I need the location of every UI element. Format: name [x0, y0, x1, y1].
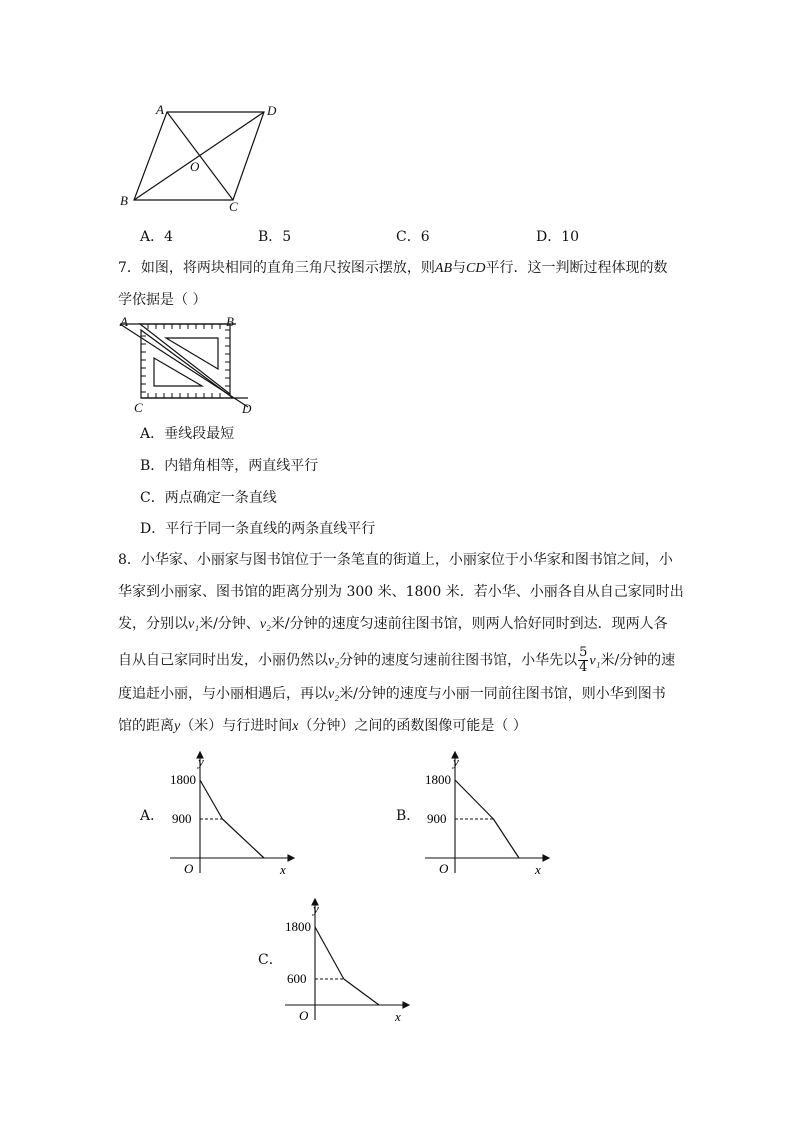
- q7-option-a[interactable]: A．垂线段最短: [140, 426, 235, 442]
- q8-stem-line-1: 8．小华家、小丽家与图书馆位于一条笔直的街道上，小丽家位于小华家和图书馆之间，小: [118, 552, 673, 568]
- x-axis-arrow-icon: [288, 855, 294, 861]
- graph-segment: [200, 780, 222, 819]
- vertex-label-c: C: [134, 400, 143, 415]
- q7-option-d[interactable]: D．平行于同一条直线的两条直线平行: [140, 521, 376, 537]
- q8-option-c-label[interactable]: C．: [258, 952, 283, 968]
- x-axis-label: x: [395, 1009, 401, 1024]
- vertex-label-b: B: [120, 193, 128, 208]
- y-tick-label-top: 1800: [285, 919, 311, 934]
- q7-option-c[interactable]: C．两点确定一条直线: [140, 490, 277, 506]
- graph-segment: [455, 780, 493, 819]
- graph-series: [200, 780, 264, 858]
- origin-label: O: [299, 1008, 309, 1023]
- x-axis-arrow-icon: [403, 1002, 409, 1008]
- graph-segment: [315, 927, 344, 979]
- graph-series: [455, 780, 519, 858]
- x-axis-arrow-icon: [543, 855, 549, 861]
- y-axis-label: y: [453, 754, 459, 769]
- q8-graph-a[interactable]: [170, 748, 300, 878]
- q8-stem-line-6: 馆的距离y（米）与行进时间x（分钟）之间的函数图像可能是（ ）: [118, 718, 527, 734]
- q8-stem-line-2: 华家到小丽家、图书馆的距离分别为 300 米、1800 米．若小华、小丽各自从自己家同时出: [118, 584, 684, 600]
- vertex-label-d: D: [267, 103, 277, 118]
- y-tick-label-mid: 600: [287, 971, 307, 986]
- lower-triangle-outer: [141, 330, 233, 398]
- q6-option-c[interactable]: C．6: [396, 229, 430, 245]
- q8-graph-b[interactable]: [425, 748, 555, 878]
- q6-option-d[interactable]: D．10: [536, 229, 580, 245]
- y-axis-label: y: [198, 754, 204, 769]
- q7-option-b[interactable]: B．内错角相等，两直线平行: [140, 458, 319, 474]
- q8-graph-c[interactable]: [285, 895, 415, 1025]
- y-tick-label-top: 1800: [425, 772, 451, 787]
- origin-label: O: [184, 861, 194, 876]
- q8-stem-line-3: 发，分别以v₁米/分钟、v₂米/分钟的速度匀速前往图书馆，则两人恰好同时到达．现两人各: [118, 616, 668, 632]
- vertex-label-c: C: [229, 199, 238, 212]
- x-axis-label: x: [535, 862, 541, 877]
- fraction-five-fourths: $\frac{5}{4}$: [579, 645, 588, 675]
- q7-stem-line-2: 学依据是（ ）: [118, 292, 207, 308]
- q6-option-b[interactable]: B．5: [258, 229, 292, 245]
- y-tick-label-mid: 900: [427, 811, 447, 826]
- graph-series: [315, 927, 379, 1005]
- y-axis-label: y: [313, 901, 319, 916]
- y-tick-label-top: 1800: [170, 772, 196, 787]
- graph-segment: [493, 819, 519, 858]
- origin-label: O: [439, 861, 449, 876]
- graph-segment: [344, 979, 379, 1005]
- q8-option-a-label[interactable]: A．: [140, 808, 165, 824]
- vertex-label-a: A: [120, 314, 128, 329]
- diagonal-bd: [134, 112, 264, 200]
- q7-stem-line-1: 7．如图，将两块相同的直角三角尺按图示摆放，则AB与CD平行．这一判断过程体现的数: [118, 260, 668, 276]
- q8-stem-line-4: 自从自己家同时出发，小丽仍然以v₂分钟的速度匀速前往图书馆，小华先以 $\frac{5}{4}$ v₁米/分钟的速: [118, 645, 676, 675]
- q7-set-squares-figure: [118, 314, 263, 418]
- q8-option-b-label[interactable]: B．: [396, 808, 421, 824]
- x-axis-label: x: [280, 862, 286, 877]
- q6-option-a[interactable]: A．4: [140, 229, 174, 245]
- graph-segment: [222, 819, 264, 858]
- q8-stem-line-5: 度追赶小丽，与小丽相遇后，再以v₂米/分钟的速度与小丽一同前往图书馆，则小华到图书: [118, 686, 666, 702]
- y-tick-label-mid: 900: [172, 811, 192, 826]
- center-label-o: O: [190, 159, 200, 174]
- vertex-label-a: A: [156, 102, 164, 117]
- vertex-label-b: B: [226, 314, 234, 329]
- vertex-label-d: D: [242, 401, 252, 416]
- q6-parallelogram-figure: [112, 100, 292, 212]
